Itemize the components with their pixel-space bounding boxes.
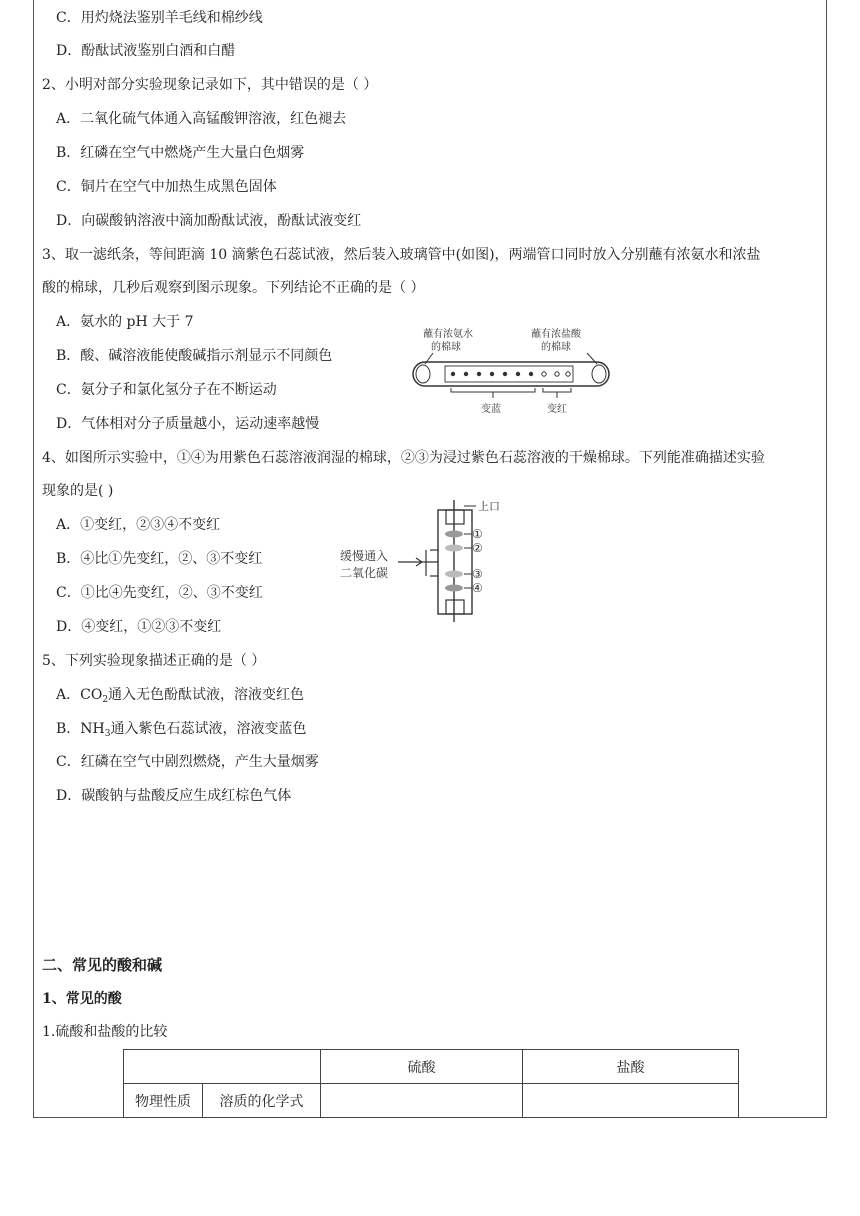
q5-option-a: A．$CO_2$通入无色酚酞试液，溶液变红色 bbox=[56, 687, 305, 705]
table-cell-empty bbox=[523, 1084, 739, 1118]
fig-left-label-top: 蘸有浓氨水 bbox=[423, 329, 473, 340]
q1-option-d: D．酚酞试液鉴别白酒和白醋 bbox=[56, 43, 236, 59]
acid-comparison-table bbox=[123, 1049, 739, 1118]
q4-co2-tube-figure bbox=[338, 496, 508, 626]
q4-stem-line2: 现象的是( ) bbox=[42, 483, 114, 499]
fig-top-label: 上口 bbox=[478, 500, 500, 513]
cotton-ball-right bbox=[592, 365, 606, 383]
q4-option-b: B．④比①先变红，②、③不变红 bbox=[56, 551, 263, 567]
bottom-stopper bbox=[446, 600, 464, 614]
q2-option-c: C．铜片在空气中加热生成黑色固体 bbox=[56, 179, 277, 195]
q3-stem-line2: 酸的棉球，几秒后观察到图示现象。下列结论不正确的是（ ） bbox=[42, 280, 425, 296]
q3-option-a: A．氨水的 pH 大于 7 bbox=[56, 314, 194, 330]
q3-stem-line1: 3、取一滤纸条，等间距滴 10 滴紫色石蕊试液，然后装入玻璃管中(如图)，两端管口同时放入分别蘸有浓氨水和浓盐 bbox=[42, 247, 761, 263]
fig-red-label: 变红 bbox=[547, 404, 567, 415]
q5-option-c: C．红磷在空气中剧烈燃烧，产生大量烟雾 bbox=[56, 754, 319, 770]
q4-option-a: A．①变红，②③④不变红 bbox=[56, 517, 221, 533]
top-stopper bbox=[446, 510, 464, 524]
table-row bbox=[124, 1050, 739, 1084]
q5-option-b: B．$NH_3$通入紫色石蕊试液，溶液变蓝色 bbox=[56, 721, 307, 739]
fig-ball-4: ④ bbox=[472, 581, 483, 595]
table-header-blank bbox=[124, 1050, 321, 1084]
fig-right-label-bottom: 的棉球 bbox=[541, 342, 571, 353]
cotton-ball-left bbox=[416, 365, 430, 383]
fig-ball-2: ② bbox=[472, 541, 483, 555]
q1-option-c: C．用灼烧法鉴别羊毛线和棉纱线 bbox=[56, 10, 263, 26]
fig-blue-label: 变蓝 bbox=[481, 404, 501, 415]
fig-inlet-label-2: 二氧化碳 bbox=[340, 566, 389, 580]
fig-ball-3: ③ bbox=[472, 567, 483, 581]
glass-tube bbox=[438, 510, 472, 614]
table-cell-physical: 物理性质 bbox=[124, 1084, 203, 1118]
table-header-hydrochloric: 盐酸 bbox=[523, 1050, 739, 1084]
q2-option-d: D．向碳酸钠溶液中滴加酚酞试液，酚酞试液变红 bbox=[56, 213, 362, 229]
table-cell-formula: 溶质的化学式 bbox=[203, 1084, 321, 1118]
section-item: 1.硫酸和盐酸的比较 bbox=[42, 1024, 168, 1040]
q4-stem-line1: 4、如图所示实验中，①④为用紫色石蕊溶液润湿的棉球，②③为浸过紫色石蕊溶液的干燥棉球。下列能准确描述实验 bbox=[42, 450, 765, 466]
q4-option-c: C．①比④先变红，②、③不变红 bbox=[56, 585, 263, 601]
q3-glass-tube-figure bbox=[405, 324, 615, 418]
q2-option-b: B．红磷在空气中燃烧产生大量白色烟雾 bbox=[56, 145, 305, 161]
section-subtitle: 1、常见的酸 bbox=[42, 991, 122, 1007]
table-cell-empty bbox=[321, 1084, 523, 1118]
table-row bbox=[124, 1084, 739, 1118]
table-header-sulfuric: 硫酸 bbox=[321, 1050, 523, 1084]
q3-option-c: C．氨分子和氯化氢分子在不断运动 bbox=[56, 382, 277, 398]
q5-stem: 5、下列实验现象描述正确的是（ ） bbox=[42, 653, 266, 669]
fig-right-label-top: 蘸有浓盐酸 bbox=[531, 329, 581, 340]
q3-option-d: D．气体相对分子质量越小，运动速率越慢 bbox=[56, 416, 320, 432]
fig-inlet-label-1: 缓慢通入 bbox=[340, 549, 389, 563]
fig-ball-1: ① bbox=[472, 527, 483, 541]
q5-option-d: D．碳酸钠与盐酸反应生成红棕色气体 bbox=[56, 788, 292, 804]
q4-option-d: D．④变红，①②③不变红 bbox=[56, 619, 222, 635]
q3-option-b: B．酸、碱溶液能使酸碱指示剂显示不同颜色 bbox=[56, 348, 333, 364]
q2-stem: 2、小明对部分实验现象记录如下，其中错误的是（ ） bbox=[42, 77, 378, 93]
section-title: 二、常见的酸和碱 bbox=[42, 956, 163, 974]
q2-option-a: A．二氧化硫气体通入高锰酸钾溶液，红色褪去 bbox=[56, 111, 347, 127]
fig-left-label-bottom: 的棉球 bbox=[431, 342, 461, 353]
